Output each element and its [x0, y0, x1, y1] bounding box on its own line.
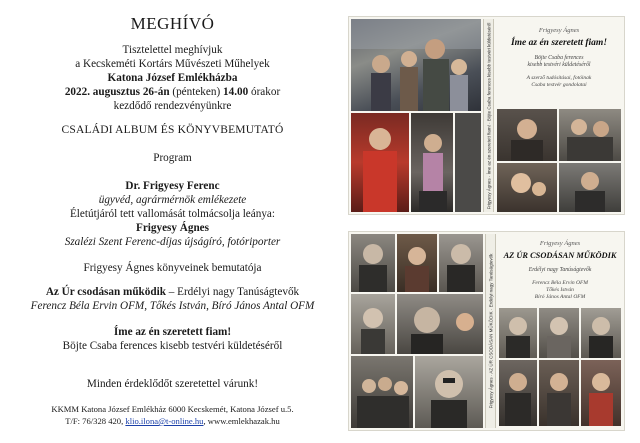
closing-line: Minden érdeklődőt szeretettel várunk!	[86, 378, 259, 390]
cover-2-photo-4	[351, 294, 395, 354]
book-1-line	[0, 286, 345, 298]
event-title: CSALÁDI ALBUM ÉS KÖNYVBEMUTATÓ	[61, 124, 284, 136]
cover-1-note-1: A szerző tudósításai, fotóinak	[526, 75, 592, 81]
cover-2-photo-1	[351, 234, 395, 292]
cover-2-photo-2	[397, 234, 437, 292]
event-date: 2022. augusztus 26-án	[64, 86, 170, 98]
email-link[interactable]: klio.ilona@t-online.hu	[125, 416, 204, 426]
cover-1-back-photo-3	[497, 163, 557, 212]
cover-2-photo-3	[439, 234, 483, 292]
cover-1-back-photo-2	[559, 109, 621, 161]
speaker-1-name: Dr. Frigyesy Ferenc	[125, 180, 220, 192]
contact-line	[0, 416, 345, 426]
cover-2-back-photo-4	[499, 360, 537, 426]
cover-1-back-photo-1	[497, 109, 557, 161]
event-time: 14.00	[223, 86, 249, 98]
book-1-subtitle: – Erdélyi nagy Tanúságtevők	[165, 286, 300, 298]
cover-1-photo-strip	[455, 113, 481, 212]
cover-2-photo-6	[351, 356, 413, 428]
address: KKMM Katona József Emlékház 6000 Kecskemét, Katona József u.5.	[51, 404, 294, 414]
event-start: kezdődő rendezvényünkre	[113, 100, 232, 112]
speaker-2-name: Frigyesy Ágnes	[135, 222, 210, 234]
cover-1-back-text	[495, 27, 623, 89]
event-time-suffix: órakor	[248, 86, 281, 98]
intro-line-2: a Kecskeméti Kortárs Művészeti Műhelyek	[75, 58, 270, 70]
cover-1-title: Íme az én szeretett fiam!	[510, 38, 608, 48]
cover-1-back-photo-4	[559, 163, 621, 212]
cover-2-back-photo-1	[499, 308, 537, 358]
cover-2-photo-7	[415, 356, 483, 428]
cover-2-title: AZ ÚR CSODÁSAN MŰKÖDIK	[503, 251, 617, 260]
event-day: (pénteken)	[169, 86, 223, 98]
book-cover-2	[349, 232, 624, 430]
cover-1-subtitle-2: kisebb testvéri küldetéséről	[527, 62, 591, 68]
cover-2-spine	[485, 234, 496, 428]
book-1-title: Az Úr csodásan működik	[45, 286, 166, 298]
cover-2-back-photo-5	[539, 360, 579, 426]
book-2-subtitle: Böjte Csaba ferences kisebb testvéri küldetéséről	[62, 340, 283, 352]
program-label: Program	[153, 152, 192, 164]
cover-1-photo-priest-red	[351, 113, 409, 212]
cover-2-back-text	[497, 240, 623, 301]
books-intro: Frigyesy Ágnes könyveinek bemutatója	[83, 262, 262, 274]
cover-2-name-2: Tőkés István	[546, 287, 574, 293]
cover-1-subtitle-1: Böjte Csaba ferences	[534, 55, 584, 61]
speaker-1-desc: Életútjáról tett vallomását tolmácsolja leánya:	[69, 208, 276, 220]
book-2-title: Íme az én szeretett fiam!	[113, 326, 232, 338]
cover-1-photo-children	[351, 19, 481, 111]
cover-2-back-photo-3	[581, 308, 621, 358]
cover-2-name-3: Bíró János Antal OFM	[534, 294, 586, 300]
venue: Katona József Emlékházba	[107, 72, 238, 84]
date-time-line	[0, 86, 345, 98]
cover-1-photo-child	[411, 113, 453, 212]
cover-2-name-1: Ferencz Béla Ervin OFM	[532, 280, 588, 286]
speaker-2-role: Szalézi Szent Ferenc-díjas újságíró, fotóriporter	[64, 236, 281, 248]
cover-1-note-2: Csaba testvér gondolatai	[531, 82, 587, 88]
phone: T/F: 76/328 420,	[65, 416, 126, 426]
book-cover-1	[349, 17, 624, 214]
cover-2-back-photo-2	[539, 308, 579, 358]
intro-line-1: Tisztelettel meghívjuk	[122, 44, 223, 56]
cover-2-spine-text: Frigyesy Ágnes · AZ ÚR CSODÁSAN MŰKÖDIK · Erdélyi nagy Tanúságtevők	[488, 253, 493, 409]
book-1-people: Ferencz Béla Ervin OFM, Tőkés István, Bíró János Antal OFM	[30, 300, 315, 312]
cover-2-subtitle: Erdélyi nagy Tanúságtevők	[528, 267, 592, 273]
cover-1-spine	[483, 19, 494, 212]
website: , www.emlekhazak.hu	[203, 416, 280, 426]
speaker-1-role: ügyvéd, agrármérnök emlékezete	[98, 194, 247, 206]
cover-1-spine-text: Frigyesy Ágnes · Íme az én szeretett fiam! · Böjte Csaba ferences kisebb testvéri küldetéséről	[486, 22, 491, 209]
cover-2-back-photo-6	[581, 360, 621, 426]
cover-1-author: Frigyesy Ágnes	[538, 27, 580, 34]
invitation-title: MEGHÍVÓ	[130, 14, 215, 33]
cover-2-photo-5	[397, 294, 483, 354]
cover-2-author: Frigyesy Ágnes	[539, 240, 581, 247]
